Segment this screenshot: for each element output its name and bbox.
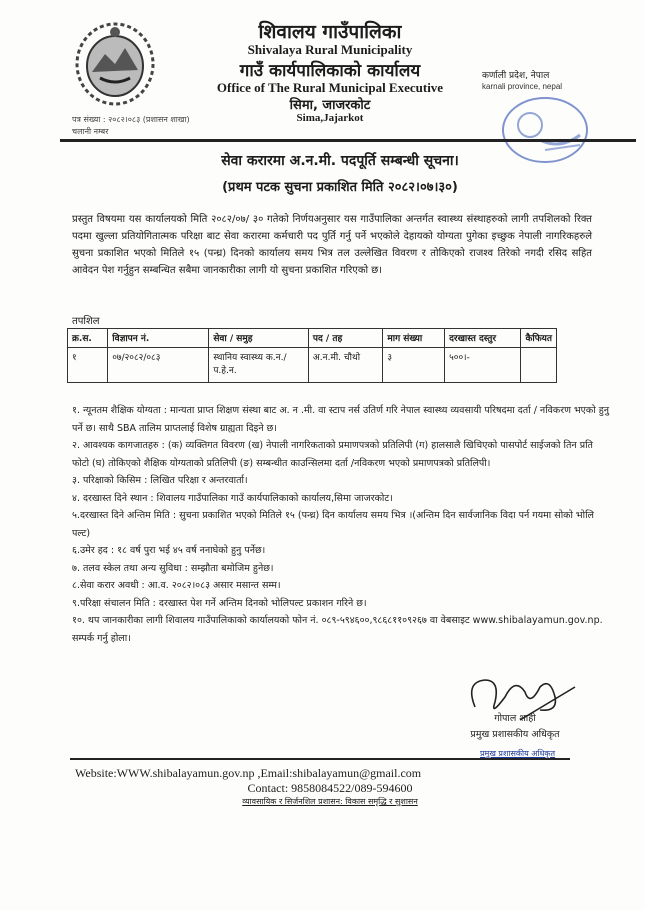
footer-motto: व्यावसायिक र सिर्जनशिल प्रशासन: विकास समृद्धि र सुशासन [242,797,418,806]
col-service: सेवा / समुह [209,329,309,348]
signatory-stamp: प्रमुख प्रशासकीय अधिकृत [480,749,556,758]
cell-service: स्थानिय स्वास्थ्य क.न./ प.हे.न. [209,348,309,383]
cell-remarks [521,348,557,383]
dispatch-number: चलानी नम्बर [72,127,109,136]
reference-number: पत्र संख्या : २०८२।०८३ (प्रशासन शाखा) [72,115,190,124]
list-item: ७. तलव स्केल तथा अन्य सुविधा : सम्झौता बमोजिम हुनेछ। [72,562,274,574]
col-demand: माग संख्या [383,329,445,348]
table-caption: तपशिल [72,316,100,327]
list-item: २. आवश्यक कागजातहरु : (क) व्यक्तिगत विवरण (ख) नेपाली नागरिकताको प्रमाणपत्रको प्रतिलिपी (ग) हालसालै खिचिएको पासपोर्ट साईजको तिन प्रति फोटो (घ) तोकिएको शैक्षिक योग्यताको प्रतिलिपी (ङ) सम्बन्धीत काउन्सिलमा दर्ता /नविकरण भएको प्रमाणपत्रको प्रतिलिपी। [72,440,593,469]
table-row [68,348,557,383]
list-item: ६.उमेर हद : १८ वर्ष पुरा भई ४५ वर्ष ननाघेको हुनु पर्नेछ। [72,545,266,556]
cell-sn: १ [68,348,108,383]
municipality-name-en: Shivalaya Rural Municipality [247,42,413,57]
footer-divider [70,758,570,760]
footer-website-email: Website:WWW.shibalayamun.gov.np ,Email:shibalayamun@gmail.com [75,766,422,780]
col-sn: क्र.स. [68,329,108,348]
office-name-en: Office of The Rural Municipal Executive [216,80,444,95]
list-item: १०. थप जानकारीका लागी शिवालय गाउँपालिकाको कार्यालयको फोन नं. ०८९-५९४६००,९८६८११०९२६७ वा वेबसाइट www.shibalayamun.gov.np. सम्पर्क गर्नु होला। [72,615,603,644]
notice-subtitle: (प्रथम पटक सुचना प्रकाशित मिति २०८२।०७।३०) [222,180,458,195]
header-divider [60,139,636,142]
cell-ad-no: ०७/२०८२/०८३ [108,348,209,383]
province-np: कर्णाली प्रदेश, नेपाल [482,71,550,81]
signatory-name: गोपाल शाही [494,713,536,724]
table-header-row [68,329,557,348]
nepal-emblem-logo [70,20,160,108]
cell-demand: ३ [383,348,445,383]
col-post: पद / तह [308,329,383,348]
municipality-name-np: शिवालय गाउँपालिका [258,21,402,43]
location-en: Sima,Jajarkot [296,112,364,124]
col-remarks: कैफियत [521,329,557,348]
province-en: karnali province, nepal [482,82,563,91]
signatory-title: प्रमुख प्रशासकीय अधिकृत [470,729,560,740]
office-name-np: गाउँ कार्यपालिकाको कार्यालय [239,61,421,81]
notice-title: सेवा करारमा अ.न.मी. पदपूर्ति सम्बन्धी सूचना। [221,153,459,169]
list-item: ५.दरखास्त दिने अन्तिम मिति : सुचना प्रकाशित भएको मितिले १५ (पन्ध्र) दिन कार्यालय समय भित्र ।(अन्तिम दिन सार्वजानिक विदा पर्न गयमा सोको भोलि पल्ट) [72,510,594,539]
list-item: ९.परिक्षा संचालन मिति : दरखास्त पेश गर्ने अन्तिम दिनको भोलिपल्ट प्रकाशन गरिने छ। [72,597,367,609]
notice-body: प्रस्तुत विषयमा यस कार्यालयको मिति २०८२/०७/ ३० गतेको निर्णयअनुसार यस गाउँपालिका अन्तर्गत स्वास्थ्य संस्थाहरुको लागी तपशिलको रिक्त पदमा खुल्ला प्रतियोगितात्मक परिक्षा बाट सेवा करारमा कर्मचारी पद पुर्ति गर्नु पर्ने भएकोले देहायको योग्यता पुगेका इच्छुक नेपाली नागरिकहरुले सुचना प्रकाशित भएको मितिले १५ (पन्ध्र) दिनको कार्यालय समय भित्र तल उल्लेखित विवरण र तोकिएको राजश्व तिरेको नगदी रसिद सहित आवेदन पेश गर्नुहुन सम्बन्धित सबैमा जानकारीका लागी यो सुचना प्रकाशित गरिएको छ। [72,214,592,276]
vacancy-table [67,328,557,383]
list-item: ४. दरखास्त दिने स्थान : शिवालय गाउँपालिका गाउँ कार्यपालिकाको कार्यालय,सिमा जाजरकोट। [72,492,393,504]
cell-post: अ.न.मी. चौथो [308,348,383,383]
col-ad-no: विज्ञापन नं. [108,329,209,348]
requirements-list [72,402,612,647]
location-np: सिमा, जाजरकोट [289,98,371,113]
list-item: १. न्यूनतम शैक्षिक योग्यता : मान्यता प्राप्त शिक्षण संस्था बाट अ. न .मी. वा स्टाप नर्स उतिर्ण गरि नेपाल स्वास्थ्य व्यवसायी परिषदमा दर्ता / नविकरण भएको हुनु पर्ने छ। साथै SBA तालिम प्राप्तलाई विशेष ग्राह्यता दिइने छ। [72,405,610,434]
list-item: ३. परिक्षाको किसिम : लिखित परिक्षा र अन्तरवार्ता। [72,475,248,486]
col-fee: दरखास्त दस्तुर [445,329,521,348]
footer-contact: Contact: 9858084522/089-594600 [247,781,413,795]
cell-fee: ५००।- [445,348,521,383]
list-item: ८.सेवा करार अवधी : आ.व. २०८२।०८३ असार मसान्त सम्म। [72,580,281,591]
